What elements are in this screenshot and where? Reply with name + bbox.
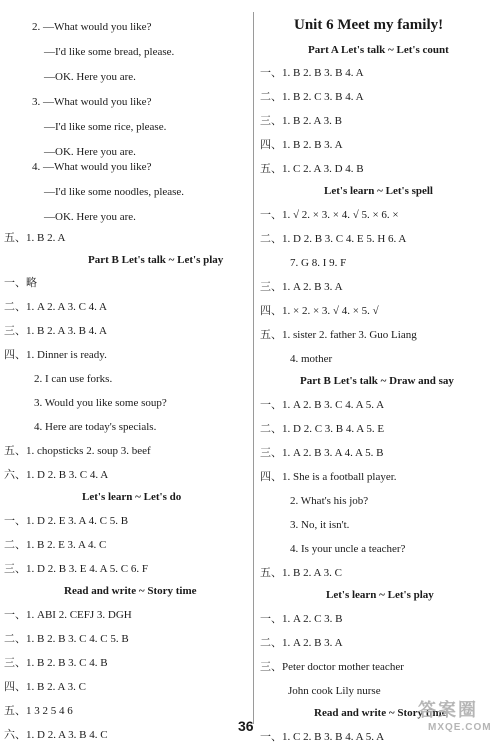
answer-line: —OK. Here you are. xyxy=(44,211,136,223)
answer-line: 7. G 8. I 9. F xyxy=(290,257,347,269)
answer-line: 三、1. B 2. A 3. B 4. A xyxy=(4,325,107,337)
answer-line: John cook Lily nurse xyxy=(288,685,381,697)
answer-line: 二、1. B 2. E 3. A 4. C xyxy=(4,539,107,551)
answer-line: 二、1. D 2. C 3. B 4. A 5. E xyxy=(260,423,385,435)
answer-line: 3. Would you like some soup? xyxy=(34,397,167,409)
answer-line: 三、1. B 2. A 3. B xyxy=(260,115,342,127)
answer-line: 二、1. D 2. B 3. C 4. E 5. H 6. A xyxy=(260,233,407,245)
section-heading: Read and write ~ Story time xyxy=(64,585,197,597)
answer-line: 三、Peter doctor mother teacher xyxy=(260,661,404,673)
answer-line: 二、1. B 2. C 3. B 4. A xyxy=(260,91,364,103)
answer-line: 五、1 3 2 5 4 6 xyxy=(4,705,73,717)
answer-line: 四、1. B 2. A 3. C xyxy=(4,681,86,693)
answer-line: 二、1. B 2. B 3. C 4. C 5. B xyxy=(4,633,129,645)
answer-line: 4. mother xyxy=(290,353,333,365)
answer-line: 五、1. C 2. A 3. D 4. B xyxy=(260,163,364,175)
section-heading: Part B Let's talk ~ Let's play xyxy=(88,254,224,266)
answer-line: 4. Is your uncle a teacher? xyxy=(290,543,406,555)
watermark-text: 答案圈 xyxy=(418,700,478,720)
answer-line: 六、1. D 2. B 3. C 4. A xyxy=(4,469,109,481)
answer-line: 四、1. B 2. B 3. A xyxy=(260,139,343,151)
watermark-url: MXQE.COM xyxy=(428,722,492,733)
section-heading: Part A Let's talk ~ Let's count xyxy=(308,44,449,56)
page-number: 36 xyxy=(238,718,254,734)
section-heading: Let's learn ~ Let's do xyxy=(82,491,182,503)
answer-line: 一、1. ABI 2. CEFJ 3. DGH xyxy=(4,609,132,621)
answer-line: 4. Here are today's specials. xyxy=(34,421,157,433)
answer-line: 一、1. B 2. B 3. B 4. A xyxy=(260,67,364,79)
answer-line: —I'd like some bread, please. xyxy=(44,46,175,58)
answer-line: 六、1. D 2. A 3. B 4. C xyxy=(4,729,108,741)
answer-line: 一、略 xyxy=(4,277,37,289)
answer-line: 三、1. A 2. B 3. A xyxy=(260,281,343,293)
answer-line: 二、1. A 2. B 3. A xyxy=(260,637,343,649)
section-heading: Part B Let's talk ~ Draw and say xyxy=(300,375,454,387)
answer-line: 三、1. A 2. B 3. A 4. A 5. B xyxy=(260,447,384,459)
answer-line: —I'd like some noodles, please. xyxy=(44,186,185,198)
answer-line: —OK. Here you are. xyxy=(44,146,136,158)
answer-line: 3. No, it isn't. xyxy=(290,519,350,531)
section-heading: Let's learn ~ Let's spell xyxy=(324,185,433,197)
answer-line: 五、1. B 2. A 3. C xyxy=(260,567,342,579)
answer-line: 一、1. √ 2. × 3. × 4. √ 5. × 6. × xyxy=(260,209,399,221)
answer-line: 四、1. She is a football player. xyxy=(260,471,397,483)
answer-line: 五、1. chopsticks 2. soup 3. beef xyxy=(4,445,151,457)
answer-line: 一、1. C 2. B 3. B 4. A 5. A xyxy=(260,731,385,743)
unit-title: Unit 6 Meet my family! xyxy=(294,17,444,33)
answer-line: 4. —What would you like? xyxy=(32,161,152,173)
answer-line: 三、1. B 2. B 3. C 4. B xyxy=(4,657,108,669)
answer-line: 3. —What would you like? xyxy=(32,96,152,108)
answer-line: 五、1. sister 2. father 3. Guo Liang xyxy=(260,329,417,341)
answer-line: 五、1. B 2. A xyxy=(4,232,66,244)
answer-line: 四、1. × 2. × 3. √ 4. × 5. √ xyxy=(260,305,379,317)
watermark-logo xyxy=(412,694,500,742)
answer-line: 2. —What would you like? xyxy=(32,21,152,33)
answer-line: —I'd like some rice, please. xyxy=(44,121,167,133)
answer-line: 四、1. Dinner is ready. xyxy=(4,349,107,361)
section-heading: Let's learn ~ Let's play xyxy=(326,589,434,601)
answer-line: 一、1. A 2. B 3. C 4. A 5. A xyxy=(260,399,385,411)
answer-line: 二、1. A 2. A 3. C 4. A xyxy=(4,301,107,313)
answer-line: 三、1. D 2. B 3. E 4. A 5. C 6. F xyxy=(4,563,148,575)
answer-line: 一、1. D 2. E 3. A 4. C 5. B xyxy=(4,515,129,527)
column-divider xyxy=(253,12,254,724)
answer-line: 2. I can use forks. xyxy=(34,373,113,385)
answer-line: 2. What's his job? xyxy=(290,495,369,507)
answer-line: —OK. Here you are. xyxy=(44,71,136,83)
section-heading: Read and write ~ Story time xyxy=(314,707,447,719)
answer-line: 一、1. A 2. C 3. B xyxy=(260,613,343,625)
